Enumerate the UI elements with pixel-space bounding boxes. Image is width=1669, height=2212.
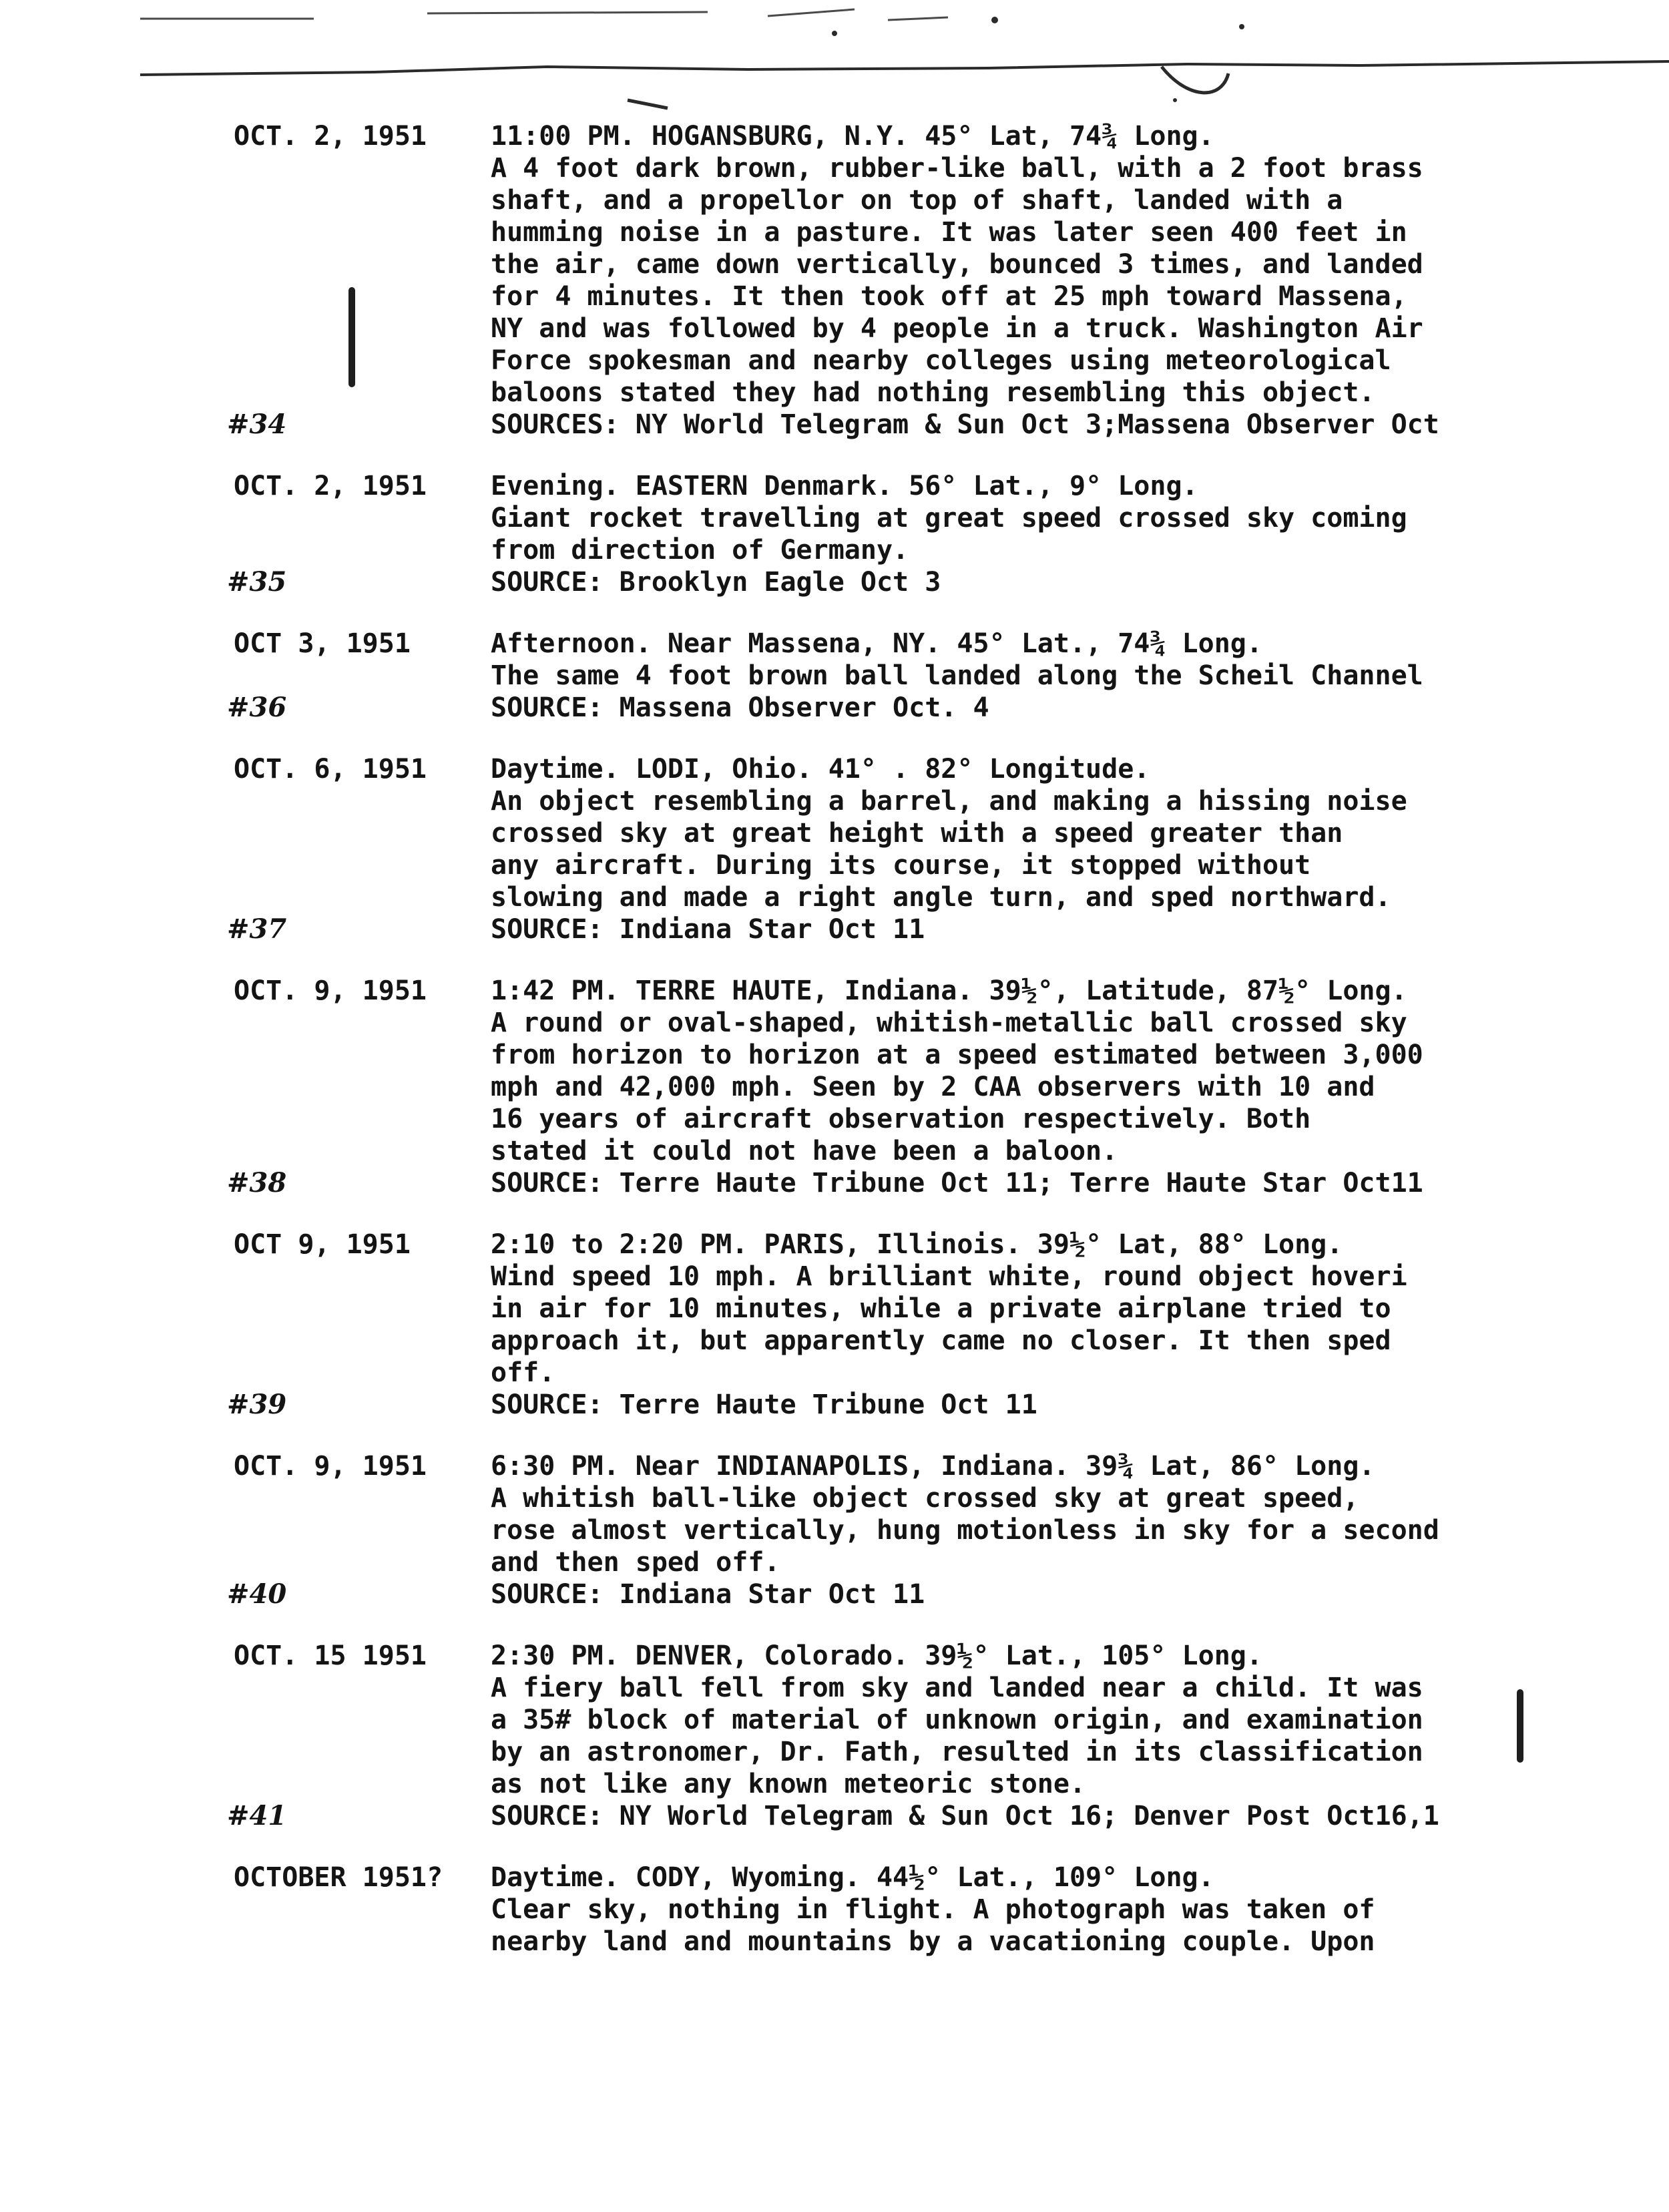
entry-body xyxy=(491,628,1669,724)
entry-line: Force spokesman and nearby colleges using meteorological xyxy=(491,345,1391,376)
entry-line: rose almost vertically, hung motionless in sky for a second xyxy=(491,1515,1439,1546)
entry-heading: Daytime. LODI, Ohio. 41° . 82° Longitude. xyxy=(491,754,1150,785)
entry-line: from horizon to horizon at a speed estimated between 3,000 xyxy=(491,1040,1423,1070)
entry-line: stated it could not have been a baloon. xyxy=(491,1136,1118,1166)
entry-line: The same 4 foot brown ball landed along the Scheil Channel xyxy=(491,660,1423,691)
entry-number: #36 xyxy=(227,692,287,723)
entry-line: for 4 minutes. It then took off at 25 mph toward Massena, xyxy=(491,281,1407,312)
entry-source: SOURCE: Indiana Star Oct 11 xyxy=(491,1579,925,1610)
entry-line: slowing and made a right angle turn, and sped northward. xyxy=(491,882,1391,913)
entry-line: 16 years of aircraft observation respectively. Both xyxy=(491,1104,1311,1134)
entry-number: #37 xyxy=(227,913,287,945)
entry-line: NY and was followed by 4 people in a truck. Washington Air xyxy=(491,313,1423,344)
entry-date: OCTOBER 1951? xyxy=(234,1862,443,1893)
entry-line: as not like any known meteoric stone. xyxy=(491,1769,1086,1799)
entry-body xyxy=(491,1640,1669,1832)
entry-line: and then sped off. xyxy=(491,1547,780,1578)
entry-number: #40 xyxy=(227,1578,287,1610)
entry-line: off. xyxy=(491,1357,555,1388)
entry-source: SOURCE: NY World Telegram & Sun Oct 16; Denver Post Oct16,1 xyxy=(491,1801,1439,1831)
entry-source: SOURCE: Indiana Star Oct 11 xyxy=(491,914,925,945)
sighting-log xyxy=(227,120,1669,1987)
entry-source: SOURCE: Terre Haute Tribune Oct 11; Terre Haute Star Oct11 xyxy=(491,1168,1423,1198)
entry-heading: Evening. EASTERN Denmark. 56° Lat., 9° Long. xyxy=(491,471,1198,501)
entry-number: #35 xyxy=(227,566,287,598)
entry-body xyxy=(491,470,1669,598)
log-entry xyxy=(227,1640,1669,1832)
entry-line: any aircraft. During its course, it stopped without xyxy=(491,850,1311,881)
entry-date: OCT. 9, 1951 xyxy=(234,975,427,1006)
log-entry xyxy=(227,753,1669,945)
torn-page-edge xyxy=(0,0,1669,134)
entry-line: A round or oval-shaped, whitish-metallic ball crossed sky xyxy=(491,1008,1407,1038)
entry-source: SOURCE: Brooklyn Eagle Oct 3 xyxy=(491,567,941,598)
entry-source: SOURCE: Terre Haute Tribune Oct 11 xyxy=(491,1389,1037,1420)
entry-line: by an astronomer, Dr. Fath, resulted in its classification xyxy=(491,1737,1423,1767)
log-entry xyxy=(227,470,1669,598)
entry-heading: Daytime. CODY, Wyoming. 44½° Lat., 109° Long. xyxy=(491,1862,1214,1893)
entry-line: from direction of Germany. xyxy=(491,535,909,566)
log-entry xyxy=(227,975,1669,1199)
entry-line: A 4 foot dark brown, rubber-like ball, with a 2 foot brass xyxy=(491,153,1423,184)
entry-body xyxy=(491,753,1669,945)
entry-body xyxy=(491,120,1669,441)
entry-date: OCT 9, 1951 xyxy=(234,1229,411,1260)
entry-date: OCT. 2, 1951 xyxy=(234,121,427,152)
entry-source: SOURCES: NY World Telegram & Sun Oct 3;Massena Observer Oct xyxy=(491,409,1439,440)
entry-line: approach it, but apparently came no closer. It then sped xyxy=(491,1325,1391,1356)
entry-heading: 2:30 PM. DENVER, Colorado. 39½° Lat., 105° Long. xyxy=(491,1640,1262,1671)
entry-date: OCT. 9, 1951 xyxy=(234,1451,427,1482)
entry-number: #39 xyxy=(227,1389,287,1420)
entry-number: #41 xyxy=(227,1800,287,1831)
entry-line: nearby land and mountains by a vacationing couple. Upon xyxy=(491,1926,1375,1957)
entry-date: OCT 3, 1951 xyxy=(234,628,411,659)
entry-line: A whitish ball-like object crossed sky at great speed, xyxy=(491,1483,1359,1514)
entry-source: SOURCE: Massena Observer Oct. 4 xyxy=(491,692,989,723)
entry-heading: 2:10 to 2:20 PM. PARIS, Illinois. 39½° Lat, 88° Long. xyxy=(491,1229,1343,1260)
entry-line: mph and 42,000 mph. Seen by 2 CAA observers with 10 and xyxy=(491,1072,1375,1102)
entry-line: Wind speed 10 mph. A brilliant white, round object hoveri xyxy=(491,1261,1407,1292)
entry-line: crossed sky at great height with a speed greater than xyxy=(491,818,1343,849)
entry-line: Clear sky, nothing in flight. A photograph was taken of xyxy=(491,1894,1375,1925)
entry-heading: 11:00 PM. HOGANSBURG, N.Y. 45° Lat, 74¾ Long. xyxy=(491,121,1214,152)
entry-heading: Afternoon. Near Massena, NY. 45° Lat., 74¾ Long. xyxy=(491,628,1262,659)
entry-heading: 6:30 PM. Near INDIANAPOLIS, Indiana. 39¾ Lat, 86° Long. xyxy=(491,1451,1375,1482)
log-entry xyxy=(227,120,1669,441)
entry-line: shaft, and a propellor on top of shaft, landed with a xyxy=(491,185,1343,216)
entry-line: a 35# block of material of unknown origin, and examination xyxy=(491,1705,1423,1735)
entry-line: baloons stated they had nothing resembling this object. xyxy=(491,377,1375,408)
entry-line: A fiery ball fell from sky and landed near a child. It was xyxy=(491,1673,1423,1703)
log-entry xyxy=(227,1450,1669,1610)
entry-date: OCT. 6, 1951 xyxy=(234,754,427,785)
entry-number: #34 xyxy=(227,409,287,440)
entry-date: OCT. 2, 1951 xyxy=(234,471,427,501)
log-entry xyxy=(227,1229,1669,1421)
entry-line: in air for 10 minutes, while a private airplane tried to xyxy=(491,1293,1391,1324)
entry-line: Giant rocket travelling at great speed crossed sky coming xyxy=(491,503,1407,533)
entry-body xyxy=(491,1450,1669,1610)
entry-line: An object resembling a barrel, and making a hissing noise xyxy=(491,786,1407,817)
log-entry xyxy=(227,628,1669,724)
entry-date: OCT. 15 1951 xyxy=(234,1640,427,1671)
entry-line: the air, came down vertically, bounced 3 times, and landed xyxy=(491,249,1423,280)
entry-line: humming noise in a pasture. It was later seen 400 feet in xyxy=(491,217,1407,248)
log-entry xyxy=(234,1861,1669,1958)
entry-body xyxy=(491,975,1669,1199)
entry-body xyxy=(491,1861,1669,1958)
entry-number: #38 xyxy=(227,1167,287,1198)
entry-body xyxy=(491,1229,1669,1421)
entry-heading: 1:42 PM. TERRE HAUTE, Indiana. 39½°, Latitude, 87½° Long. xyxy=(491,975,1407,1006)
